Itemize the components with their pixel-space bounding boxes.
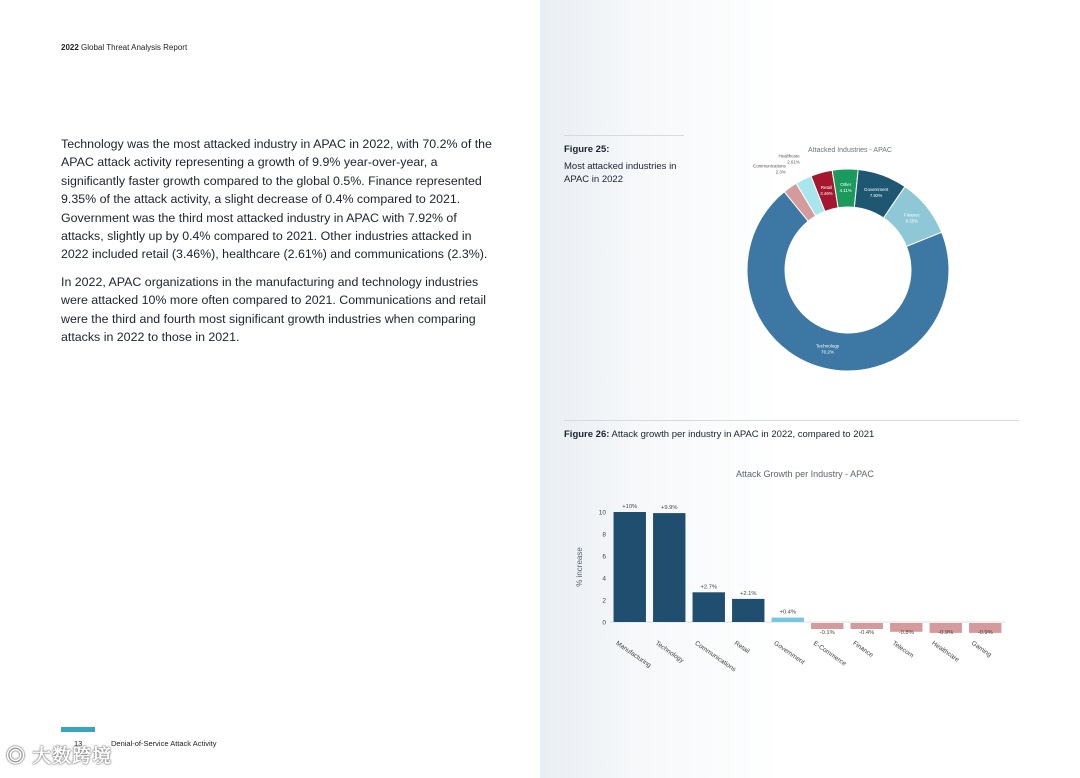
- page-accent-bar: [61, 727, 95, 732]
- bar-value-label: -0.9%: [938, 630, 954, 636]
- bar-value-label: +9.9%: [660, 505, 678, 512]
- donut-label-value: 2.61%: [787, 159, 800, 165]
- donut-label-name: Healthcare: [778, 153, 800, 159]
- bar-value-label: -0.8%: [898, 630, 914, 636]
- watermark-text: 大数跨境: [32, 746, 113, 767]
- donut-label-value: 3.46%: [820, 190, 833, 196]
- x-tick-label-e-commerce: E-Commerce: [811, 639, 848, 668]
- page-number: 13: [74, 739, 83, 748]
- y-tick-label: 4: [602, 575, 606, 583]
- donut-label-name: Technology: [815, 343, 840, 349]
- report-title: Global Threat Analysis Report: [81, 43, 188, 52]
- figure25-label: Figure 25:: [564, 144, 610, 155]
- report-header: [61, 43, 187, 52]
- donut-label-value: 70.2%: [821, 349, 835, 355]
- y-tick-label: 6: [602, 553, 606, 561]
- bar-finance: [851, 623, 883, 629]
- bar-value-label: -0.4%: [859, 630, 875, 636]
- bar-chart-title: Attack Growth per Industry - APAC: [736, 469, 874, 479]
- donut-label-value: 2.3%: [775, 169, 786, 175]
- body-text: [61, 135, 501, 355]
- figure25-divider: [564, 135, 684, 136]
- donut-label-name: Government: [864, 186, 889, 192]
- bar-value-label: +0.4%: [779, 609, 797, 616]
- paragraph-2: In 2022, APAC organizations in the manufacturing and technology industries were attacked 10% more often compared to 2021. Communications and retail were the third and fourth most significant growth industries when comparing attacks in 2022 to those in 2021.: [61, 274, 486, 345]
- figure25-caption: [564, 143, 689, 186]
- donut-label-value: 7.92%: [869, 192, 883, 198]
- x-tick-label-manufacturing: Manufacturing: [614, 639, 653, 670]
- bar-value-label: +2.7%: [700, 584, 718, 591]
- bar-government: [772, 618, 804, 622]
- donut-chart-title: Attacked Industries - APAC: [808, 147, 892, 154]
- bar-communications: [693, 592, 725, 622]
- donut-label-name: Other: [840, 182, 852, 188]
- donut-label-name: Communications: [753, 163, 786, 169]
- x-tick-label-communications: Communications: [693, 639, 738, 674]
- bar-technology: [653, 513, 685, 622]
- x-tick-label-finance: Finance: [851, 639, 875, 659]
- figure26-divider: [564, 420, 1019, 421]
- bar-value-label: +2.1%: [739, 590, 757, 597]
- donut-label-retail: [820, 185, 833, 196]
- figure26-caption: [564, 429, 874, 440]
- x-tick-label-retail: Retail: [732, 639, 751, 656]
- x-tick-label-healthcare: Healthcare: [930, 639, 961, 664]
- bar-value-label: -0.1%: [819, 630, 835, 636]
- donut-label-other: [840, 182, 852, 193]
- bar-retail: [732, 599, 764, 622]
- y-tick-label: 2: [602, 597, 606, 605]
- bar-value-label: +10%: [622, 504, 638, 510]
- x-tick-label-gaming: Gaming: [969, 639, 993, 659]
- x-tick-label-government: Government: [772, 639, 806, 667]
- bar-chart: [560, 490, 1030, 690]
- donut-label-value: 4.11%: [839, 188, 852, 194]
- watermark: ◎ 大数跨境: [6, 746, 113, 767]
- donut-label-name: Finance: [904, 212, 920, 218]
- figure26-text: Attack growth per industry in APAC in 2022, compared to 2021: [611, 429, 875, 440]
- y-tick-label: 10: [598, 509, 606, 517]
- x-tick-label-technology: Technology: [653, 639, 685, 665]
- donut-label-value: 9.35%: [905, 218, 919, 224]
- report-year: 2022: [61, 43, 79, 52]
- footer-section-name: Denial-of-Service Attack Activity: [111, 739, 217, 748]
- figure26-label: Figure 26:: [564, 429, 610, 440]
- donut-label-name: Retail: [820, 184, 833, 190]
- bar-value-label: -0.9%: [977, 630, 993, 636]
- figure25-text: Most attacked industries in APAC in 2022: [564, 161, 677, 185]
- bar-manufacturing: [614, 512, 646, 622]
- y-axis-label: % increase: [575, 547, 584, 587]
- donut-label-communications: [753, 163, 787, 174]
- y-tick-label: 0: [602, 619, 606, 627]
- donut-label-finance: [904, 213, 920, 224]
- x-tick-label-telecom: Telecom: [890, 639, 915, 660]
- y-tick-label: 8: [602, 531, 606, 539]
- donut-chart: [690, 153, 970, 380]
- paragraph-1: Technology was the most attacked industry in APAC in 2022, with 70.2% of the APAC attack activity representing a growth of 9.9% year-over-year, a significantly faster growth compared to the global 0.5%. Finance represented 9.35% of the attack activity, a slight decrease of 0.4% compared to 2021. Government was the third most attacked industry in APAC with 7.92% of attacks, slightly up by 0.4% compared to 2021. Other industries attacked in 2022 included retail (3.46%), healthcare (2.61%) and communications (2.3%).: [61, 137, 492, 262]
- bar-e-commerce: [811, 623, 843, 629]
